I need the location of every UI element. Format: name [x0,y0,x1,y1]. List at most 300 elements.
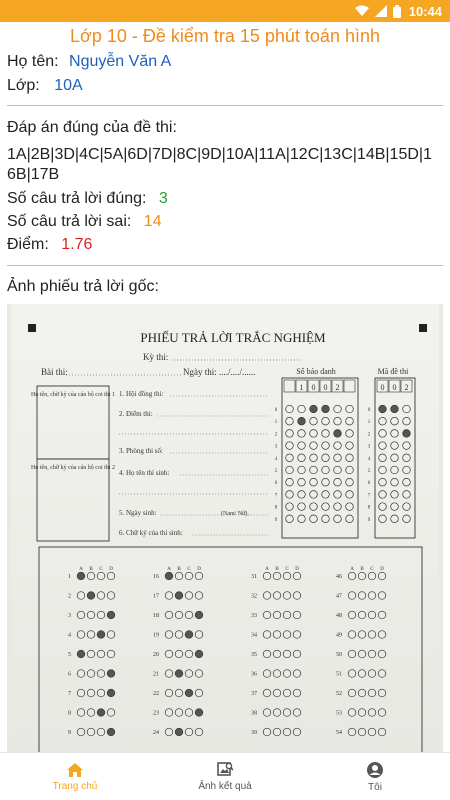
bubble [286,417,294,425]
bubble [310,442,318,450]
question-number: 16 [153,574,159,580]
answer-bubble [263,650,271,658]
answer-bubble [107,631,115,639]
answer-bubble [293,650,301,658]
bubble [298,466,306,474]
nav-results-label: Ảnh kết quả [198,781,252,792]
nav-home[interactable] [0,753,150,800]
answer-bubble [283,670,291,678]
row-index: 4 [367,456,371,462]
question-number: 17 [153,593,159,600]
nav-home-label: Trang chủ [52,780,98,792]
answer-bubble [165,611,173,619]
bubble [334,417,342,425]
row-index: 7 [274,493,278,499]
bubble [310,405,318,413]
bubble [286,405,294,413]
answer-bubble [77,670,85,678]
answer-bubble [358,689,366,697]
class-row [7,77,83,95]
made-label: Mã đề thi [377,367,409,376]
answer-bubble [195,572,203,580]
answer-bubble [185,728,193,736]
answer-bubble [97,592,105,600]
class-value: 10A [54,77,83,94]
correct-row [7,190,168,208]
answer-bubble [273,650,281,658]
answer-bubble [165,689,173,697]
bubble [322,503,330,511]
info-field-label: 2. Điểm thi: [119,410,153,418]
question-number: 37 [251,691,257,697]
grid-digit: 0 [380,383,385,392]
answer-bubble [283,611,291,619]
bubble [379,417,387,425]
bubble [310,466,318,474]
bubble [391,405,399,413]
grid-digit: 2 [335,383,340,392]
answer-bubble [348,670,356,678]
option-letter: C [285,567,289,572]
question-number: 24 [153,730,159,736]
score-row [7,236,92,254]
question-grid [68,567,386,736]
answer-bubble [283,631,291,639]
row-index: 2 [274,432,278,438]
answer-bubble [107,709,115,717]
divider [7,105,443,106]
question-number: 8 [68,710,71,717]
answer-bubble [87,728,95,736]
image-search-icon [216,761,234,778]
info-field-label: 1. Hội đồng thi: [119,390,164,398]
bubble [310,491,318,499]
answer-bubble [165,572,173,580]
bubble [379,454,387,462]
battery-icon [393,5,401,18]
answer-bubble [165,709,173,717]
answer-bubble [185,631,193,639]
bubble [391,417,399,425]
bubble [322,405,330,413]
status-bar [0,0,450,22]
answer-bubble [107,728,115,736]
bubble [403,478,411,486]
bubble [379,430,387,438]
bubble [346,478,354,486]
row-index: 6 [367,481,371,487]
row-index: 7 [367,493,371,499]
question-number: 50 [336,652,342,658]
answer-key: 1A|2B|3D|4C|5A|6D|7D|8C|9D|10A|11A|12C|13C|14B|15D|16B|17B [7,146,432,183]
bubble [379,478,387,486]
answer-bubble [263,709,271,717]
bubble [286,478,294,486]
answer-bubble [107,689,115,697]
bubble [334,405,342,413]
bubble [298,454,306,462]
signal-icon [375,5,387,17]
row-index: 3 [274,444,278,450]
option-letter: D [197,567,201,572]
answer-bubble [97,709,105,717]
row-index: 8 [367,505,371,511]
answer-bubble [185,689,193,697]
ngay-sinh-suffix: (Nam/ Nữ). [221,511,249,517]
bubble [379,491,387,499]
option-letter: B [177,567,181,572]
question-number: 47 [336,593,342,600]
bubble [322,454,330,462]
info-field-label: 3. Phòng thi số: [119,447,163,455]
grid-digit: 0 [311,383,316,392]
bubble [334,515,342,523]
bubble [391,478,399,486]
bubble [286,503,294,511]
bubble [310,417,318,425]
option-letter: C [370,567,374,572]
row-index: 0 [274,408,278,413]
bubble [334,442,342,450]
account-icon [366,761,384,779]
corner-marker [28,324,36,332]
grid-digit: 2 [404,383,409,392]
answer-bubble [185,709,193,717]
answer-bubble [185,592,193,600]
bubble [334,491,342,499]
answer-bubble [358,611,366,619]
student-name-row [7,53,171,71]
answer-bubble [107,592,115,600]
answer-bubble [107,611,115,619]
answer-bubble [195,611,203,619]
option-letter: B [360,567,364,572]
answer-bubble [358,592,366,600]
answer-bubble [185,670,193,678]
bubble [310,503,318,511]
bubble [286,454,294,462]
answer-bubble [87,572,95,580]
answer-bubble [348,572,356,580]
answer-bubble [368,728,376,736]
wrong-row [7,213,162,231]
answer-bubble [368,631,376,639]
answer-bubble [107,650,115,658]
made-grid [368,378,415,538]
question-number: 38 [251,710,257,717]
bubble [403,417,411,425]
bubble [403,454,411,462]
option-letter: A [265,567,269,572]
bubble [346,442,354,450]
bubble [403,430,411,438]
answer-bubble [97,728,105,736]
answer-bubble [175,631,183,639]
row-index: 0 [367,408,371,413]
bubble [310,430,318,438]
bubble [298,491,306,499]
bubble [346,417,354,425]
answer-bubble [195,631,203,639]
answer-bubble [368,709,376,717]
answer-bubble [348,631,356,639]
option-letter: B [89,567,93,572]
answer-bubble [77,728,85,736]
bubble [322,478,330,486]
answer-sheet-paper [11,304,439,754]
student-name: Nguyễn Văn A [69,53,172,70]
answer-bubble [378,631,386,639]
answer-bubble [293,728,301,736]
bubble [391,503,399,511]
answer-bubble [165,728,173,736]
answer-bubble [263,670,271,678]
answer-bubble [263,689,271,697]
wrong-count: 14 [143,213,162,230]
answer-bubble [195,689,203,697]
question-number: 19 [153,632,159,639]
page-title: Lớp 10 - Đề kiểm tra 15 phút toán hình [70,26,380,46]
answer-bubble [97,689,105,697]
answer-bubble [273,728,281,736]
answers-label: Đáp án đúng của đề thi: [7,119,177,136]
info-field-label: 5. Ngày sinh: [119,509,157,517]
answer-bubble [165,592,173,600]
bubble [322,515,330,523]
bubble [334,454,342,462]
answer-bubble [273,689,281,697]
answer-bubble [165,650,173,658]
answer-bubble [348,611,356,619]
answer-bubble [263,631,271,639]
row-index: 1 [274,420,278,426]
question-number: 4 [68,632,71,639]
row-index: 1 [367,420,371,426]
bubble [298,503,306,511]
row-index: 9 [274,517,278,523]
answer-bubble [175,650,183,658]
bubble [286,430,294,438]
option-letter: C [99,567,103,572]
answer-bubble [368,650,376,658]
answer-bubble [195,670,203,678]
answer-bubble [273,592,281,600]
row-index: 9 [367,517,371,523]
answer-bubble [175,670,183,678]
bubble [403,491,411,499]
question-number: 35 [251,652,257,658]
answer-bubble [97,572,105,580]
info-fields [119,390,269,537]
bubble [403,405,411,413]
grid-digit: 0 [323,383,328,392]
answer-sheet-photo[interactable] [7,304,443,754]
row-index: 6 [274,481,278,487]
question-number: 49 [336,632,342,639]
info-field-label: 6. Chữ ký của thí sinh: [119,529,183,537]
score-value: 1.76 [61,236,93,253]
sign-box-2: Họ tên, chữ ký của cán bộ coi thi 2 [31,465,115,471]
bubble [379,466,387,474]
option-letter: A [167,567,171,572]
question-number: 36 [251,671,257,678]
sign-box-1: Họ tên, chữ ký của cán bộ coi thi 1 [31,392,115,398]
bubble [322,430,330,438]
option-letter: A [350,567,354,572]
bubble [346,405,354,413]
answer-bubble [283,650,291,658]
answer-bubble [107,670,115,678]
answer-bubble [97,611,105,619]
answer-bubble [378,728,386,736]
answer-bubble [175,572,183,580]
answer-bubble [358,728,366,736]
question-number: 52 [336,691,342,697]
question-number: 31 [251,574,257,580]
answer-bubble [293,592,301,600]
answer-bubble [87,592,95,600]
bubble [334,478,342,486]
sbd-grid [275,378,358,538]
answer-bubble [273,572,281,580]
question-number: 7 [68,691,71,697]
bubble [322,442,330,450]
answer-bubble [97,631,105,639]
answer-bubble [273,631,281,639]
answer-bubble [195,592,203,600]
answer-bubble [348,709,356,717]
bubble [379,405,387,413]
answer-bubble [175,728,183,736]
answer-bubble [368,689,376,697]
bubble [403,515,411,523]
answer-bubble [283,572,291,580]
name-label: Họ tên: [7,53,59,70]
nav-results[interactable] [150,753,300,800]
clock: 10:44 [408,3,442,19]
answer-bubble [77,650,85,658]
answer-bubble [195,650,203,658]
answer-bubble [348,689,356,697]
question-number: 5 [68,652,71,658]
answer-bubble [293,689,301,697]
answer-bubble [348,592,356,600]
bubble [346,430,354,438]
answer-bubble [293,572,301,580]
bubble [298,405,306,413]
answer-bubble [348,728,356,736]
option-letter: B [275,567,279,572]
option-letter: D [380,567,384,572]
answer-bubble [378,670,386,678]
answer-bubble [195,728,203,736]
bubble [310,515,318,523]
answer-bubble [293,631,301,639]
question-number: 23 [153,710,159,717]
answer-bubble [378,572,386,580]
answer-sheet-drawing [11,304,439,754]
bubble [379,515,387,523]
photo-label: Ảnh phiếu trả lời gốc: [7,278,159,295]
answer-bubble [185,572,193,580]
bubble [346,515,354,523]
answer-bubble [107,572,115,580]
row-index: 4 [274,456,278,462]
answer-bubble [283,709,291,717]
question-number: 18 [153,613,159,619]
row-index: 2 [367,432,371,438]
answer-bubble [378,709,386,717]
answer-bubble [87,631,95,639]
option-letter: D [109,567,113,572]
answer-bubble [77,709,85,717]
answer-bubble [195,709,203,717]
bottom-nav [0,752,450,800]
answer-bubble [185,611,193,619]
option-letter: A [79,567,83,572]
grid-digit: 0 [392,383,397,392]
row-index: 5 [274,469,278,474]
question-number: 54 [336,730,342,736]
question-number: 2 [68,593,71,600]
question-number: 9 [68,730,71,736]
bubble [334,430,342,438]
bubble [391,430,399,438]
questions-box [39,547,422,754]
grid-digit: 1 [299,383,304,392]
bubble [286,466,294,474]
bubble [322,466,330,474]
wifi-icon [355,5,369,17]
answer-bubble [185,650,193,658]
bubble [391,515,399,523]
home-icon [66,762,84,778]
bubble [334,466,342,474]
bubble [286,442,294,450]
info-field-label: 4. Họ tên thí sinh: [119,469,170,477]
question-number: 3 [68,613,71,619]
answer-bubble [77,572,85,580]
answer-bubble [77,611,85,619]
question-number: 20 [153,652,159,658]
bubble [403,503,411,511]
nav-me-label: Tôi [368,781,382,793]
answer-bubble [263,728,271,736]
bubble [310,478,318,486]
answer-bubble [378,689,386,697]
answer-bubble [175,709,183,717]
corner-marker [419,324,427,332]
answer-bubble [293,709,301,717]
bubble [286,515,294,523]
sheet-ngay-thi: Ngày thi: ..../..../...... [183,367,256,377]
answer-bubble [175,611,183,619]
bubble [391,442,399,450]
nav-me[interactable] [300,753,450,800]
bubble [346,491,354,499]
answer-bubble [263,572,271,580]
question-number: 32 [251,593,257,600]
correct-count: 3 [158,190,168,207]
sbd-label: Số báo danh [296,367,336,376]
question-number: 22 [153,691,159,697]
bubble [346,466,354,474]
option-letter: D [295,567,299,572]
answer-bubble [87,670,95,678]
answer-bubble [358,709,366,717]
answer-bubble [87,611,95,619]
bubble [298,430,306,438]
